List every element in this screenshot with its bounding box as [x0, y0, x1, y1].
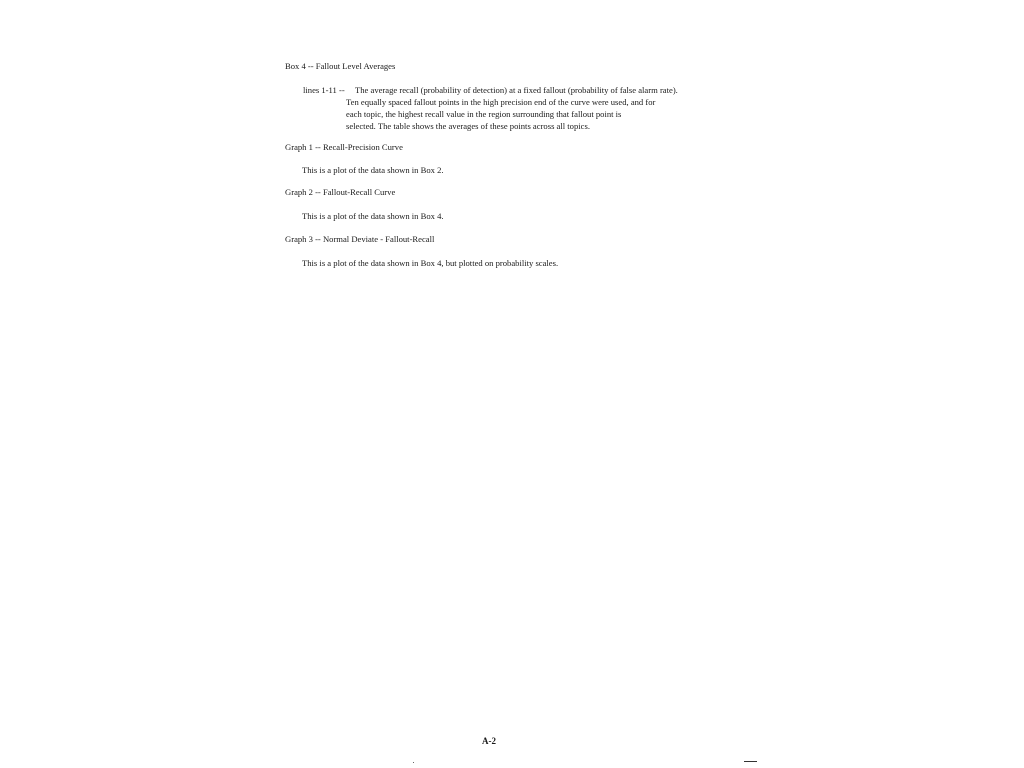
box4-heading: Box 4 -- Fallout Level Averages [285, 61, 396, 71]
box4-lines-label: lines 1-11 -- [303, 85, 345, 95]
graph1-heading: Graph 1 -- Recall-Precision Curve [285, 142, 403, 152]
box4-text-line-3: each topic, the highest recall value in the region surrounding that fallout point is [346, 109, 622, 119]
box4-text-line-4: selected. The table shows the averages of these points across all topics. [346, 121, 590, 131]
graph3-description: This is a plot of the data shown in Box 4, but plotted on probability scales. [302, 258, 559, 268]
box4-text-line-1: The average recall (probability of detection) at a fixed fallout (probability of false alarm rate). [355, 85, 678, 95]
footer-rule [744, 761, 757, 762]
graph2-heading: Graph 2 -- Fallout-Recall Curve [285, 187, 396, 197]
scan-speck [413, 762, 414, 763]
graph3-heading: Graph 3 -- Normal Deviate - Fallout-Recall [285, 234, 435, 244]
graph1-description: This is a plot of the data shown in Box 2. [302, 165, 444, 175]
graph2-description: This is a plot of the data shown in Box 4. [302, 211, 444, 221]
box4-text-line-2: Ten equally spaced fallout points in the high precision end of the curve were used, and for [346, 97, 656, 107]
page-number: A-2 [482, 736, 496, 746]
